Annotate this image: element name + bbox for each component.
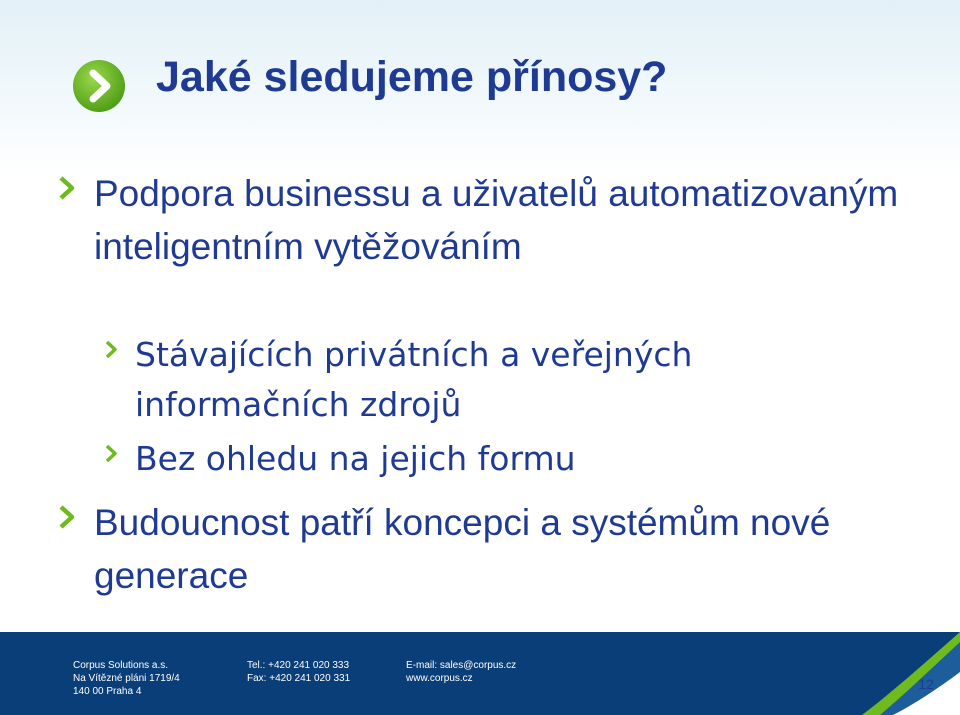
footer-website[interactable]: www.corpus.cz bbox=[406, 673, 473, 684]
page-number: 12 bbox=[918, 676, 934, 692]
sub-bullet-text: Stávajících privátních a veřejných informačních zdrojů bbox=[135, 335, 693, 424]
sub-bullet-item bbox=[104, 434, 904, 484]
footer bbox=[0, 632, 960, 715]
footer-street: Na Vítězné pláni 1719/4 bbox=[73, 673, 180, 684]
slide-title: Jaké sledujeme přínosy? bbox=[156, 53, 668, 101]
sub-bullet-item bbox=[104, 330, 904, 430]
footer-email[interactable]: E-mail: sales@corpus.cz bbox=[406, 660, 517, 671]
footer-company: Corpus Solutions a.s. bbox=[73, 660, 169, 671]
bullet-arrow-icon bbox=[58, 505, 76, 529]
footer-fax: Fax: +420 241 020 331 bbox=[247, 673, 351, 684]
chevron-circle-icon bbox=[72, 59, 126, 113]
footer-city: 140 00 Praha 4 bbox=[73, 686, 142, 697]
bullet-item bbox=[58, 496, 918, 602]
footer-tel: Tel.: +420 241 020 333 bbox=[247, 660, 350, 671]
bullet-item bbox=[58, 167, 918, 273]
bullet-arrow-icon bbox=[58, 176, 76, 200]
bullet-text: Budoucnost patří koncepci a systémům nové generace bbox=[94, 502, 831, 596]
sub-bullet-text: Bez ohledu na jejich formu bbox=[135, 439, 576, 478]
bullet-arrow-icon bbox=[104, 340, 119, 359]
bullet-text: Podpora businessu a uživatelů automatizovaným inteligentním vytěžováním bbox=[94, 173, 899, 267]
bullet-arrow-icon bbox=[104, 444, 119, 463]
